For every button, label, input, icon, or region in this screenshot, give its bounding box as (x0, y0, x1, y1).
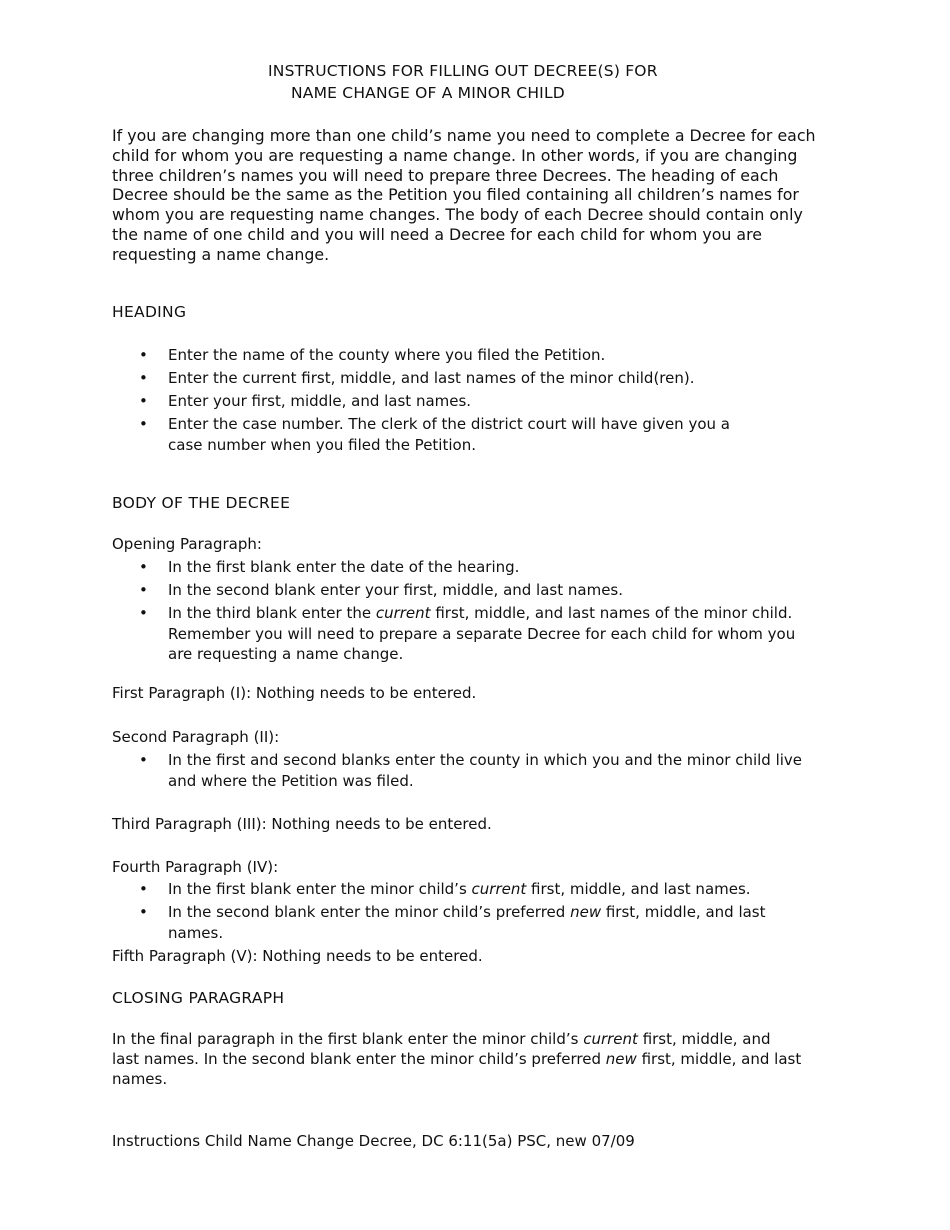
list-item: • Enter your first, middle, and last names. (112, 391, 752, 412)
list-item: • Enter the case number. The clerk of the district court will have given you a case number when you filed the Petition. (112, 414, 752, 455)
third-paragraph-note: Third Paragraph (III): Nothing needs to be entered. (112, 815, 492, 833)
closing-text: In the final paragraph in the first blank enter the minor child’s (112, 1030, 584, 1048)
list-item (112, 902, 824, 943)
closing-paragraph (112, 1030, 802, 1089)
first-paragraph-note: First Paragraph (I): Nothing needs to be entered. (112, 684, 477, 702)
opening-paragraph-list (112, 557, 812, 667)
item-text: In the third blank enter the (168, 604, 376, 623)
item-text: In the first blank enter the minor child’s (168, 880, 472, 898)
list-item: • In the first blank enter the date of the hearing. (112, 557, 812, 578)
intro-paragraph: If you are changing more than one child’s name you need to complete a Decree for each child for whom you are requesting a name change. In other words, if you are changing three children’s names you will need to prepare three Decrees. The heading of each Decree should be the same as the Petition you filed containing all children’s names for whom you are requesting name changes. The body of each Decree should contain only the name of one child and you will need a Decree for each child for whom you are requesting a name change. (112, 126, 816, 264)
second-paragraph-label: Second Paragraph (II): (112, 728, 280, 746)
list-item (112, 603, 812, 665)
fifth-paragraph-note: Fifth Paragraph (V): Nothing needs to be entered. (112, 947, 483, 965)
list-item: • Enter the name of the county where you filed the Petition. (112, 345, 752, 366)
item-text: first, middle, and last names of the minor child. Remember you will need to prepare a separate Decree for each child for whom you are requesting a name change. (168, 604, 796, 664)
emphasis-current: current (375, 604, 431, 623)
emphasis-current: current (583, 1030, 638, 1048)
list-item: • In the first and second blanks enter the county in which you and the minor child live and where the Petition was filed. (112, 750, 824, 791)
item-text: first, middle, and last names. (168, 903, 766, 942)
fourth-paragraph-list (112, 879, 824, 946)
document-title-line2: NAME CHANGE OF A MINOR CHILD (291, 84, 565, 102)
heading-instructions-list (112, 345, 752, 458)
document-title-line1: INSTRUCTIONS FOR FILLING OUT DECREE(S) FOR (268, 62, 658, 80)
second-paragraph-list (112, 750, 824, 794)
emphasis-current: current (471, 880, 527, 898)
list-item: • Enter the current first, middle, and last names of the minor child(ren). (112, 368, 752, 389)
emphasis-new: new (570, 903, 602, 922)
fourth-paragraph-label: Fourth Paragraph (IV): (112, 858, 279, 876)
closing-section-title: CLOSING PARAGRAPH (112, 989, 285, 1007)
list-item (112, 879, 824, 900)
closing-text: first, middle, and last names. In the second blank enter the minor child’s preferred (112, 1030, 771, 1068)
heading-section-title: HEADING (112, 303, 187, 321)
body-section-title: BODY OF THE DECREE (112, 494, 291, 512)
list-item: • In the second blank enter your first, middle, and last names. (112, 580, 812, 601)
emphasis-new: new (605, 1049, 637, 1068)
item-text: first, middle, and last names. (526, 880, 751, 898)
closing-text: first, middle, and last names. (112, 1049, 802, 1088)
opening-paragraph-label: Opening Paragraph: (112, 535, 262, 553)
item-text: In the second blank enter the minor child’s preferred (168, 903, 571, 922)
form-footer: Instructions Child Name Change Decree, DC 6:11(5a) PSC, new 07/09 (112, 1132, 635, 1150)
